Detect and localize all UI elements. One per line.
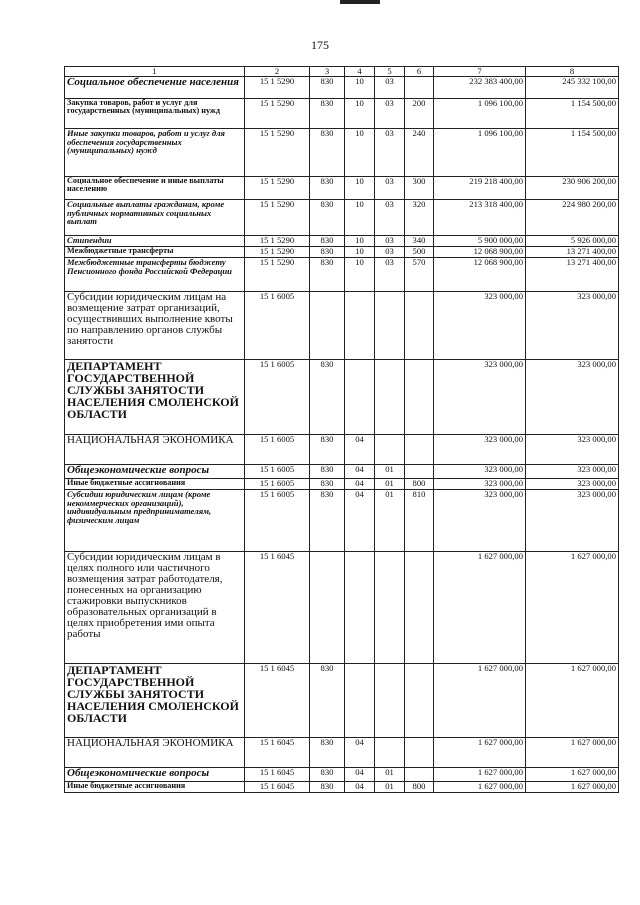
row-expense-type-cell: 320	[405, 200, 434, 236]
row-amount-2-cell: 230 906 200,00	[526, 177, 619, 200]
row-code-cell: 15 1 6045	[245, 664, 310, 738]
table-row	[65, 236, 619, 247]
row-expense-type-cell: 800	[405, 782, 434, 793]
row-ved-cell: 830	[310, 479, 345, 490]
row-subsection-cell: 03	[375, 247, 405, 258]
table-row	[65, 129, 619, 177]
row-amount-1-cell: 323 000,00	[434, 292, 526, 360]
row-section-cell: 04	[345, 465, 375, 479]
row-name-cell: Субсидии юридическим лицам на возмещение затрат организаций, осуществивших выполнение квоты по направлению органов службы занятости	[65, 292, 245, 360]
row-name-cell: НАЦИОНАЛЬНАЯ ЭКОНОМИКА	[65, 435, 245, 465]
row-name-cell: Общеэкономические вопросы	[65, 465, 245, 479]
row-name-cell: Субсидии юридическим лицам (кроме некоммерческих организаций), индивидуальным предпринимателям, физическим лицам	[65, 490, 245, 552]
row-expense-type-cell	[405, 435, 434, 465]
row-subsection-cell	[375, 435, 405, 465]
row-amount-1-cell: 1 627 000,00	[434, 738, 526, 768]
row-subsection-cell: 03	[375, 177, 405, 200]
row-name-cell: НАЦИОНАЛЬНАЯ ЭКОНОМИКА	[65, 738, 245, 768]
row-expense-type-cell: 800	[405, 479, 434, 490]
table-row	[65, 435, 619, 465]
row-name-cell: Субсидии юридическим лицам в целях полного или частичного возмещения затрат работодателя, понесенных на организацию стажировки выпускников образовательных организаций в целях приобретения ими опыта работы	[65, 552, 245, 664]
row-section-cell	[345, 664, 375, 738]
row-amount-1-cell: 219 218 400,00	[434, 177, 526, 200]
row-subsection-cell	[375, 738, 405, 768]
table-row	[65, 292, 619, 360]
row-section-cell: 04	[345, 479, 375, 490]
row-section-cell: 10	[345, 247, 375, 258]
row-subsection-cell: 03	[375, 99, 405, 129]
row-amount-1-cell: 1 627 000,00	[434, 552, 526, 664]
row-amount-2-cell: 224 980 200,00	[526, 200, 619, 236]
row-amount-1-cell: 323 000,00	[434, 465, 526, 479]
scan-edge-mark	[340, 0, 380, 4]
row-section-cell: 10	[345, 77, 375, 99]
row-name-cell: Общеэкономические вопросы	[65, 768, 245, 782]
row-section-cell: 10	[345, 258, 375, 292]
row-section-cell: 04	[345, 490, 375, 552]
row-subsection-cell: 01	[375, 782, 405, 793]
row-code-cell: 15 1 6005	[245, 435, 310, 465]
row-subsection-cell: 03	[375, 129, 405, 177]
header-cell: 8	[526, 67, 619, 77]
row-expense-type-cell	[405, 465, 434, 479]
row-amount-1-cell: 1 627 000,00	[434, 664, 526, 738]
row-code-cell: 15 1 5290	[245, 177, 310, 200]
row-amount-2-cell: 1 154 500,00	[526, 129, 619, 177]
row-amount-1-cell: 232 383 400,00	[434, 77, 526, 99]
header-cell: 3	[310, 67, 345, 77]
row-amount-2-cell: 13 271 400,00	[526, 258, 619, 292]
row-section-cell	[345, 292, 375, 360]
row-ved-cell: 830	[310, 247, 345, 258]
table-row	[65, 479, 619, 490]
header-cell: 7	[434, 67, 526, 77]
row-name-cell: Иные бюджетные ассигнования	[65, 782, 245, 793]
row-ved-cell: 830	[310, 782, 345, 793]
budget-table	[64, 66, 619, 793]
row-section-cell: 10	[345, 236, 375, 247]
row-amount-1-cell: 12 068 900,00	[434, 247, 526, 258]
row-ved-cell: 830	[310, 200, 345, 236]
row-amount-2-cell: 323 000,00	[526, 435, 619, 465]
row-ved-cell: 830	[310, 258, 345, 292]
row-code-cell: 15 1 6045	[245, 768, 310, 782]
row-name-cell: ДЕПАРТАМЕНТ ГОСУДАРСТВЕННОЙ СЛУЖБЫ ЗАНЯТОСТИ НАСЕЛЕНИЯ СМОЛЕНСКОЙ ОБЛАСТИ	[65, 360, 245, 435]
row-section-cell: 10	[345, 129, 375, 177]
row-amount-1-cell: 5 900 000,00	[434, 236, 526, 247]
row-subsection-cell: 01	[375, 479, 405, 490]
row-name-cell: Социальные выплаты гражданам, кроме публичных нормативных социальных выплат	[65, 200, 245, 236]
row-amount-2-cell: 1 627 000,00	[526, 738, 619, 768]
row-code-cell: 15 1 6005	[245, 479, 310, 490]
table-row	[65, 552, 619, 664]
header-cell: 2	[245, 67, 310, 77]
row-amount-1-cell: 323 000,00	[434, 435, 526, 465]
row-expense-type-cell: 340	[405, 236, 434, 247]
table-row	[65, 664, 619, 738]
row-amount-1-cell: 323 000,00	[434, 479, 526, 490]
row-subsection-cell: 01	[375, 768, 405, 782]
row-amount-2-cell: 1 627 000,00	[526, 552, 619, 664]
row-code-cell: 15 1 6005	[245, 292, 310, 360]
row-amount-1-cell: 1 096 100,00	[434, 129, 526, 177]
page-number: 175	[311, 38, 329, 52]
row-expense-type-cell	[405, 292, 434, 360]
header-cell: 5	[375, 67, 405, 77]
header-cell: 6	[405, 67, 434, 77]
row-expense-type-cell: 570	[405, 258, 434, 292]
row-code-cell: 15 1 6005	[245, 465, 310, 479]
row-expense-type-cell	[405, 768, 434, 782]
row-code-cell: 15 1 6005	[245, 490, 310, 552]
table-row	[65, 782, 619, 793]
row-amount-2-cell: 323 000,00	[526, 292, 619, 360]
table-row	[65, 258, 619, 292]
table-row	[65, 490, 619, 552]
row-code-cell: 15 1 5290	[245, 236, 310, 247]
table-row	[65, 768, 619, 782]
row-amount-2-cell: 245 332 100,00	[526, 77, 619, 99]
row-ved-cell: 830	[310, 360, 345, 435]
row-ved-cell: 830	[310, 177, 345, 200]
row-ved-cell: 830	[310, 99, 345, 129]
row-expense-type-cell: 810	[405, 490, 434, 552]
row-expense-type-cell	[405, 360, 434, 435]
row-subsection-cell: 01	[375, 490, 405, 552]
row-name-cell: Социальное обеспечение населения	[65, 77, 245, 99]
header-cell: 1	[65, 67, 245, 77]
row-ved-cell: 830	[310, 129, 345, 177]
row-ved-cell: 830	[310, 465, 345, 479]
row-expense-type-cell: 200	[405, 99, 434, 129]
row-amount-1-cell: 1 627 000,00	[434, 768, 526, 782]
row-section-cell: 04	[345, 435, 375, 465]
row-name-cell: Иные бюджетные ассигнования	[65, 479, 245, 490]
row-amount-2-cell: 323 000,00	[526, 360, 619, 435]
row-amount-1-cell: 12 068 900,00	[434, 258, 526, 292]
row-code-cell: 15 1 5290	[245, 99, 310, 129]
row-code-cell: 15 1 6005	[245, 360, 310, 435]
row-ved-cell: 830	[310, 236, 345, 247]
table-row	[65, 99, 619, 129]
row-ved-cell	[310, 292, 345, 360]
row-ved-cell: 830	[310, 77, 345, 99]
table-row	[65, 465, 619, 479]
row-amount-2-cell: 1 154 500,00	[526, 99, 619, 129]
row-amount-1-cell: 323 000,00	[434, 490, 526, 552]
row-expense-type-cell: 300	[405, 177, 434, 200]
row-amount-2-cell: 323 000,00	[526, 465, 619, 479]
row-section-cell: 10	[345, 177, 375, 200]
row-amount-1-cell: 323 000,00	[434, 360, 526, 435]
row-section-cell	[345, 360, 375, 435]
row-code-cell: 15 1 5290	[245, 200, 310, 236]
row-name-cell: Межбюджетные трансферты бюджету Пенсионного фонда Российской Федерации	[65, 258, 245, 292]
row-name-cell: Социальное обеспечение и иные выплаты населению	[65, 177, 245, 200]
column-number-header	[65, 67, 619, 77]
row-amount-1-cell: 1 096 100,00	[434, 99, 526, 129]
row-section-cell: 04	[345, 738, 375, 768]
row-amount-2-cell: 1 627 000,00	[526, 782, 619, 793]
row-subsection-cell	[375, 292, 405, 360]
row-code-cell: 15 1 5290	[245, 77, 310, 99]
row-amount-2-cell: 5 926 000,00	[526, 236, 619, 247]
table-row	[65, 177, 619, 200]
row-name-cell: Стипендии	[65, 236, 245, 247]
row-name-cell: ДЕПАРТАМЕНТ ГОСУДАРСТВЕННОЙ СЛУЖБЫ ЗАНЯТОСТИ НАСЕЛЕНИЯ СМОЛЕНСКОЙ ОБЛАСТИ	[65, 664, 245, 738]
row-amount-1-cell: 1 627 000,00	[434, 782, 526, 793]
row-amount-2-cell: 1 627 000,00	[526, 664, 619, 738]
row-ved-cell: 830	[310, 738, 345, 768]
row-section-cell: 10	[345, 99, 375, 129]
row-expense-type-cell: 240	[405, 129, 434, 177]
row-subsection-cell: 01	[375, 465, 405, 479]
table-row	[65, 360, 619, 435]
row-subsection-cell	[375, 552, 405, 664]
row-code-cell: 15 1 6045	[245, 738, 310, 768]
row-subsection-cell: 03	[375, 200, 405, 236]
row-code-cell: 15 1 6045	[245, 782, 310, 793]
row-expense-type-cell	[405, 664, 434, 738]
row-section-cell	[345, 552, 375, 664]
table-row	[65, 738, 619, 768]
row-name-cell: Межбюджетные трансферты	[65, 247, 245, 258]
row-subsection-cell	[375, 360, 405, 435]
row-name-cell: Иные закупки товаров, работ и услуг для обеспечения государственных (муниципальных) нужд	[65, 129, 245, 177]
row-subsection-cell	[375, 664, 405, 738]
row-expense-type-cell	[405, 552, 434, 664]
row-code-cell: 15 1 5290	[245, 247, 310, 258]
row-expense-type-cell	[405, 738, 434, 768]
row-name-cell: Закупка товаров, работ и услуг для государственных (муниципальных) нужд	[65, 99, 245, 129]
row-section-cell: 04	[345, 768, 375, 782]
row-ved-cell: 830	[310, 490, 345, 552]
row-ved-cell: 830	[310, 768, 345, 782]
row-ved-cell: 830	[310, 435, 345, 465]
row-amount-1-cell: 213 318 400,00	[434, 200, 526, 236]
budget-table-body	[65, 67, 619, 793]
row-ved-cell: 830	[310, 664, 345, 738]
row-subsection-cell: 03	[375, 77, 405, 99]
row-code-cell: 15 1 5290	[245, 258, 310, 292]
table-row	[65, 77, 619, 99]
row-subsection-cell: 03	[375, 258, 405, 292]
row-amount-2-cell: 13 271 400,00	[526, 247, 619, 258]
row-expense-type-cell	[405, 77, 434, 99]
table-row	[65, 200, 619, 236]
row-amount-2-cell: 1 627 000,00	[526, 768, 619, 782]
row-section-cell: 04	[345, 782, 375, 793]
row-amount-2-cell: 323 000,00	[526, 479, 619, 490]
row-code-cell: 15 1 6045	[245, 552, 310, 664]
row-ved-cell	[310, 552, 345, 664]
row-amount-2-cell: 323 000,00	[526, 490, 619, 552]
header-cell: 4	[345, 67, 375, 77]
row-subsection-cell: 03	[375, 236, 405, 247]
table-row	[65, 247, 619, 258]
row-expense-type-cell: 500	[405, 247, 434, 258]
row-code-cell: 15 1 5290	[245, 129, 310, 177]
row-section-cell: 10	[345, 200, 375, 236]
